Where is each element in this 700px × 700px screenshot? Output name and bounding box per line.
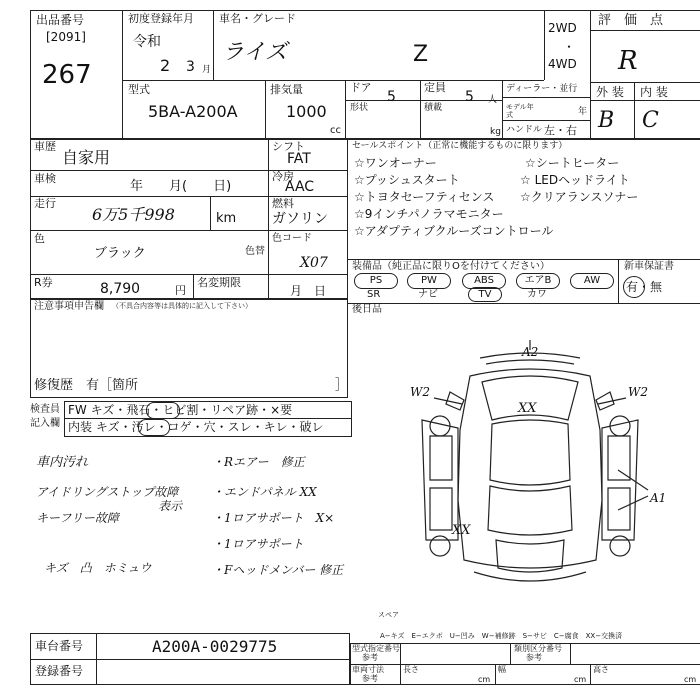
divider [345, 80, 346, 140]
dealer-label: ディーラー・並行 [506, 84, 578, 94]
divider [634, 82, 635, 140]
exterior-value: B [598, 108, 615, 133]
divider [618, 259, 619, 304]
divider [570, 643, 571, 664]
sales-point-item: ☆トヨタセーフティセンス [354, 190, 495, 204]
divider [510, 643, 511, 664]
divider [590, 664, 591, 685]
equipment-pw: PW [407, 273, 451, 289]
score-label: 評 価 点 [598, 13, 664, 28]
mileage-value: 6万5千998 [92, 205, 175, 224]
equipment-abs: ABS [462, 273, 506, 289]
displacement-value: 1000 [286, 102, 327, 121]
doors-label: ドア [350, 81, 372, 94]
drive-4wd: 4WD [548, 57, 577, 71]
divider [495, 664, 496, 685]
divider [502, 97, 590, 98]
sales-point-item: ☆ LEDヘッドライト [520, 173, 630, 187]
notes-header: 注意事項申告欄 [34, 301, 104, 312]
equipment-aw: AW [570, 273, 614, 289]
reg-month-unit: 月 [202, 65, 212, 75]
equipment-header: 装備品（純正品に限りOを付けてください） [352, 261, 550, 272]
ac-value: AAC [285, 179, 315, 195]
notes-header-note: （不具合内容等は具体的に記入して下さい） [112, 302, 252, 310]
color-code-label: 色コード [272, 233, 312, 244]
divider [590, 30, 700, 31]
displacement-unit: cc [330, 125, 341, 136]
fuel-label: 燃料 [272, 197, 294, 210]
divider [265, 80, 266, 140]
divider [210, 196, 211, 230]
category-sub: 参考 [526, 653, 542, 662]
divider [213, 10, 214, 80]
divider [590, 100, 700, 101]
sales-point-item: ☆シートヒーター [525, 156, 620, 170]
year-unit: 年 [578, 107, 588, 117]
repair-history: 修復歴 有［箇所 [34, 378, 139, 393]
drive-2wd: 2WD [548, 21, 577, 35]
exterior-label: 外 装 [596, 85, 624, 99]
diagram-label-side: A1 [650, 491, 667, 505]
new-warranty-label: 新車保証書 [624, 261, 674, 272]
length-label: 長さ [403, 665, 419, 674]
fuel-value: ガソリン [272, 211, 328, 227]
recycle-unit: 円 [175, 284, 186, 297]
color-label: 色 [34, 232, 45, 245]
divider [345, 100, 502, 101]
reg-era: 令和 [133, 34, 161, 50]
handwritten-note: ・1ロアサポート [212, 537, 304, 551]
inspector-label-1: 検査員 [30, 404, 60, 415]
divider [30, 274, 348, 275]
inspector-line-1: FW キズ・飛石・ヒビ割・リペア跡・×要 [68, 403, 293, 417]
inspector-circle [138, 419, 170, 436]
inspection-label: 車検 [34, 172, 56, 185]
divider [30, 196, 348, 197]
handwritten-note: ・1ロアサポート X× [212, 511, 335, 525]
handwritten-note: ・エンドパネル XX [212, 485, 317, 499]
sales-point-item: ☆ワンオーナー [354, 156, 437, 170]
diagram-legend: A−キズ E−エクボ U−凹み W−補修跡 S−サビ C−腐食 XX−交換済 [380, 632, 623, 640]
divider [268, 138, 269, 300]
lot-code: [2091] [46, 30, 86, 44]
drive-dot: ・ [563, 40, 576, 54]
divider [193, 274, 194, 300]
lot-number: 267 [42, 60, 92, 90]
divider [502, 120, 590, 121]
divider [30, 659, 350, 660]
inspector-label-2: 記入欄 [30, 418, 60, 429]
capacity-label: 定員 [424, 81, 446, 94]
chassis-label: 車台番号 [35, 639, 84, 653]
divider [502, 80, 503, 140]
mileage-label: 走行 [34, 197, 56, 210]
equipment-tv: TV [468, 287, 502, 302]
handwritten-note: ・Rエアー 修正 [212, 455, 305, 469]
history-value: 自家用 [62, 148, 111, 167]
handle-value: 左・右 [544, 124, 577, 137]
shift-value: FAT [287, 151, 311, 167]
diagram-label-hood: XX [518, 401, 537, 416]
model-label: 型式 [128, 83, 150, 96]
displacement-label: 排気量 [270, 83, 303, 96]
handle-label: ハンドル [506, 125, 543, 135]
equipment-sr: SR [367, 289, 381, 300]
sales-points-header: セールスポイント（正常に機能するものに限ります） [352, 141, 568, 151]
divider [30, 230, 348, 231]
designation-sub: 参考 [362, 653, 378, 662]
car-diagram [400, 340, 660, 620]
diagram-label-rear: XX [452, 523, 471, 538]
diagram-label-left: W2 [410, 385, 430, 399]
color-change-label: 色替 [245, 246, 265, 257]
shape-label: 形状 [350, 103, 369, 113]
capacity-value: 5 [465, 89, 474, 105]
divider [544, 10, 545, 80]
width-unit: cm [574, 675, 587, 684]
warranty-value: 有・無 [626, 280, 663, 294]
equipment-leather: カワ [527, 289, 547, 300]
sales-point-item: ☆アダプティブクルーズコントロール [354, 224, 554, 238]
color-code-value: X07 [300, 255, 328, 271]
inspector-circle [146, 402, 180, 419]
equipment-navi: ナビ [418, 289, 438, 300]
divider [400, 643, 401, 685]
warranty-circle [623, 276, 645, 298]
name-label: 車名・グレード [219, 12, 296, 25]
category-label: 類別区分番号 [514, 644, 562, 653]
handwritten-note: 表示 [158, 499, 183, 513]
model-year-label: モデル年式 [506, 103, 534, 119]
rear-seat-label: 後日品 [352, 304, 382, 315]
history-label: 車歴 [34, 140, 56, 153]
color-value: ブラック [94, 246, 146, 261]
divider [64, 418, 352, 419]
lot-label: 出品番号 [36, 13, 85, 27]
equipment-ps: PS [354, 273, 398, 289]
repair-history-close: ］ [335, 378, 349, 393]
diagram-label-roof: A2 [522, 345, 539, 359]
recycle-value: 8,790 [100, 281, 141, 297]
divider [420, 80, 421, 140]
mileage-unit: km [216, 211, 237, 226]
title-change-value: 月 日 [290, 284, 327, 298]
reg-label: 初度登録年月 [128, 12, 194, 25]
inspector-line-2: 内装 キズ・汚レ・コゲ・穴・スレ・キレ・破レ [68, 420, 324, 434]
divider [122, 10, 123, 140]
reg-year: 2 [160, 56, 171, 75]
height-unit: cm [684, 675, 697, 684]
handwritten-note: 車内汚れ [36, 455, 89, 470]
width-label: 幅 [498, 665, 506, 674]
divider [122, 80, 544, 81]
designation-label: 型式指定番号 [352, 644, 400, 653]
handwritten-note: キーフリー故障 [36, 511, 119, 525]
divider [96, 633, 97, 685]
size-sub: 参考 [362, 674, 378, 683]
equipment-airbag: エアB [516, 273, 560, 289]
diagram-label-spare: スペア [378, 611, 399, 619]
handwritten-note: アイドリングストップ故障 [36, 485, 179, 499]
divider [30, 170, 348, 171]
load-label: 積載 [424, 103, 443, 113]
car-name: ライズ [222, 40, 288, 65]
size-label: 車両寸法 [352, 665, 384, 674]
handwritten-note: キズ 凸 ホミュウ [44, 561, 152, 575]
inspection-value: 年 月( 日) [130, 179, 232, 194]
score-value: R [618, 46, 638, 76]
chassis-value: A200A-0029775 [152, 637, 278, 656]
interior-label: 内 装 [640, 85, 668, 99]
sales-point-item: ☆プッシュスタート [354, 173, 460, 187]
title-change-label: 名変期限 [197, 276, 241, 289]
shift-label: シフト [272, 140, 305, 153]
doors-value: 5 [387, 89, 396, 105]
reg-month: 3 [186, 59, 195, 75]
interior-value: C [642, 108, 659, 133]
sales-point-item: ☆9インチパノラマモニター [354, 207, 504, 221]
capacity-unit: 人 [488, 95, 498, 105]
handwritten-note: ・Fヘッドメンバー 修正 [212, 563, 344, 577]
load-unit: kg [490, 127, 501, 137]
diagram-label-right: W2 [628, 385, 648, 399]
registration-label: 登録番号 [35, 664, 84, 678]
sales-point-item: ☆クリアランスソナー [520, 190, 639, 204]
height-label: 高さ [593, 665, 609, 674]
ac-label: 冷房 [272, 170, 294, 183]
recycle-label: R券 [34, 276, 53, 289]
grade: Z [413, 42, 429, 67]
model-value: 5BA-A200A [148, 102, 238, 121]
length-unit: cm [478, 675, 491, 684]
divider [590, 82, 700, 83]
